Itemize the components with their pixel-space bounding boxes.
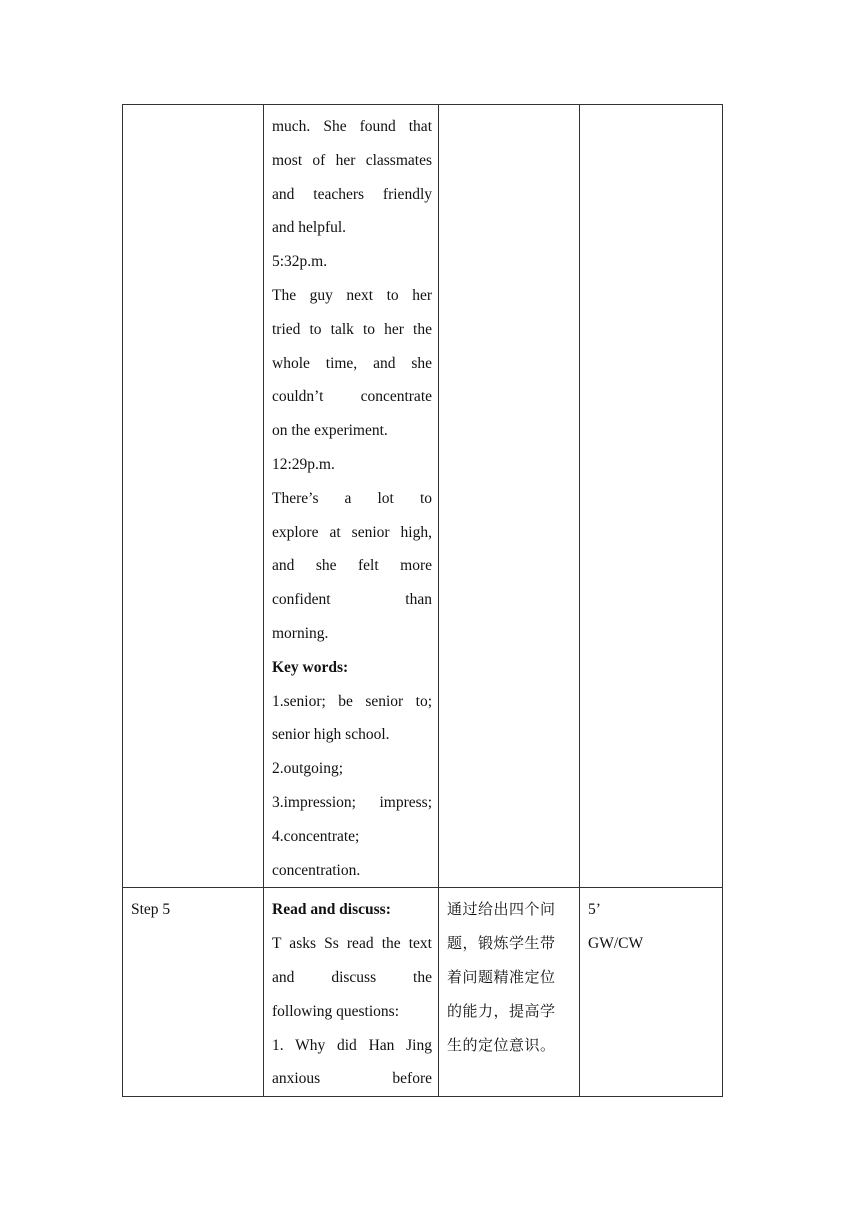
content-line: 1. Why did Han Jing (272, 1036, 432, 1054)
time-cell (580, 888, 723, 1097)
content-line: T asks Ss read the text (272, 935, 432, 953)
table-row (123, 888, 723, 1097)
time-line: 5’ (588, 901, 601, 919)
content-line: on the experiment. (272, 422, 388, 440)
content-line: and she felt more (272, 557, 432, 575)
content-line: Read and discuss: (272, 901, 391, 919)
content-line: There’s a lot to (272, 489, 432, 507)
content-line: anxious before (272, 1070, 432, 1088)
purpose-cell (439, 888, 580, 1097)
content-line: tried to talk to her the (272, 320, 432, 338)
content-line: confident than (272, 591, 432, 609)
time-line: GW/CW (588, 935, 644, 953)
content-line: explore at senior high, (272, 523, 432, 541)
content-line: and discuss the (272, 968, 432, 986)
content-line: 12:29p.m. (272, 455, 335, 473)
purpose-line: 题，锻炼学生带 (447, 934, 556, 953)
content-line: whole time, and she (272, 354, 432, 372)
content-line: and teachers friendly (272, 185, 432, 203)
content-line: 1.senior; be senior to; (272, 692, 432, 710)
content-line: concentration. (272, 861, 361, 879)
step-cell (123, 888, 264, 1097)
content-line: 5:32p.m. (272, 253, 328, 271)
step-label: Step 5 (131, 901, 171, 919)
content-line: 4.concentrate; (272, 827, 360, 845)
lesson-plan-table (122, 104, 723, 1097)
purpose-line: 着问题精准定位 (447, 967, 556, 986)
content-line: following questions: (272, 1002, 400, 1020)
purpose-line: 生的定位意识。 (447, 1035, 556, 1054)
content-cell (264, 888, 439, 1097)
purpose-cell (439, 105, 580, 888)
content-line: The guy next to her (272, 286, 432, 304)
content-cell (264, 105, 439, 888)
purpose-line: 通过给出四个问 (447, 900, 556, 919)
content-line: couldn’t concentrate (272, 388, 432, 406)
content-line: 2.outgoing; (272, 760, 344, 778)
time-cell (580, 105, 723, 888)
content-line: and helpful. (272, 219, 347, 237)
purpose-line: 的能力，提高学 (447, 1001, 556, 1020)
content-line: most of her classmates (272, 151, 432, 169)
step-cell (123, 105, 264, 888)
content-line: much. She found that (272, 118, 432, 135)
table-row (123, 105, 723, 888)
content-line: morning. (272, 624, 329, 642)
content-line: 3.impression; impress; (272, 793, 432, 811)
content-line: Key words: (272, 658, 349, 676)
content-line: senior high school. (272, 726, 390, 744)
